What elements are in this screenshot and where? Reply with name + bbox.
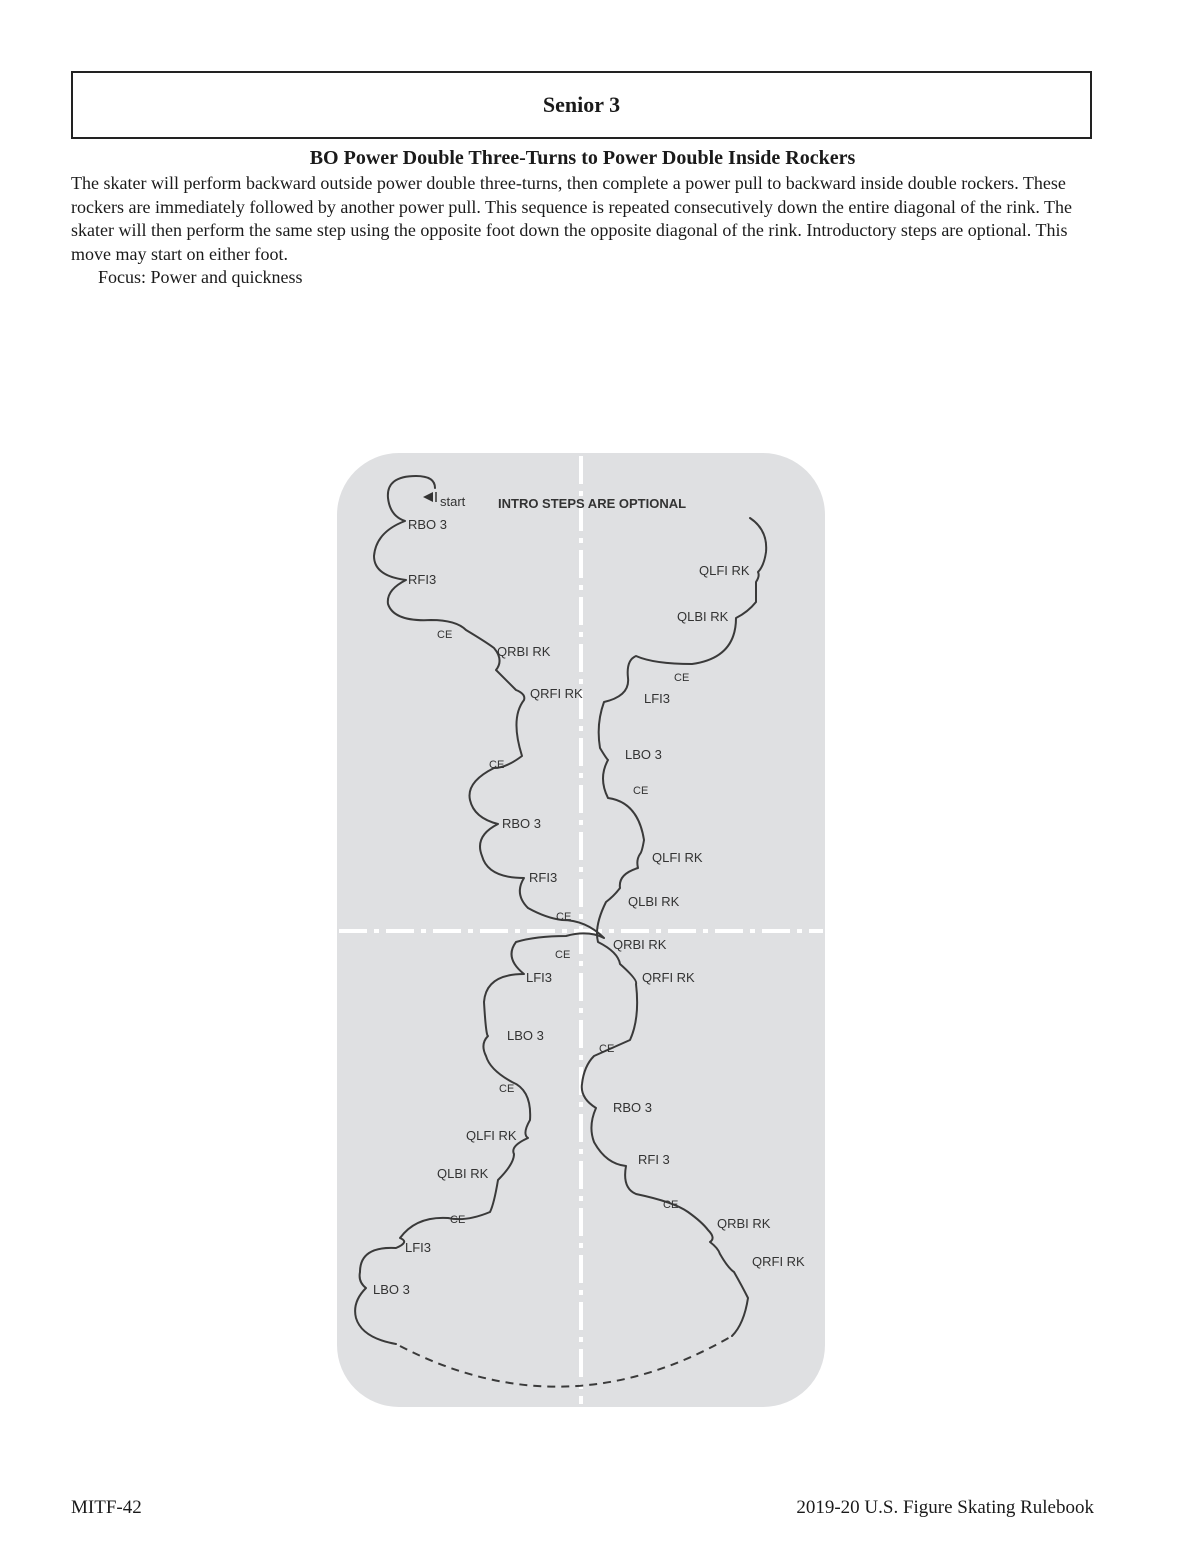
step-label-qlfirk-a: QLFI RK [699,563,750,578]
step-label-rfi3-c: RFI 3 [638,1152,670,1167]
start-label: start [440,494,466,509]
step-label-qlfirk-c: QLFI RK [466,1128,517,1143]
footer-page-number: MITF-42 [71,1497,142,1518]
step-label-ce-1: CE [437,629,453,641]
step-label-lfi3-a: LFI3 [644,691,671,706]
step-label-ce-3: CE [556,911,572,923]
step-label-qrbirk-c: QRBI RK [717,1216,771,1231]
step-label-rfi3-a: RFI3 [408,572,437,587]
move-heading: BO Power Double Three-Turns to Power Double Inside Rockers [309,147,856,169]
step-label-ce-6: CE [555,949,571,961]
step-label-qrfirk-a: QRFI RK [530,686,583,701]
intro-steps-label: INTRO STEPS ARE OPTIONAL [498,496,687,511]
step-label-qlbirk-b: QLBI RK [628,894,680,909]
step-label-rfi3-b: RFI3 [529,870,558,885]
step-label-qlfirk-b: QLFI RK [652,850,703,865]
step-label-ce-7: CE [499,1083,515,1095]
step-label-qrfirk-b: QRFI RK [642,970,695,985]
step-label-ce-9: CE [599,1043,615,1055]
step-label-lfi3-b: LFI3 [526,970,553,985]
step-label-ce-2: CE [489,759,505,771]
title-box [71,71,1092,139]
rink-diagram [336,452,826,1408]
move-focus: Focus: Power and quickness [98,267,303,287]
step-label-lfi3-c: LFI3 [405,1240,432,1255]
step-label-qlbirk-a: QLBI RK [677,609,729,624]
step-label-lbo3-a: LBO 3 [625,747,662,762]
step-label-rbo3-b: RBO 3 [502,816,542,831]
step-label-qrbirk-a: QRBI RK [497,644,551,659]
page-title: Senior 3 [542,92,621,117]
step-label-rbo3-a: RBO 3 [408,517,448,532]
step-label-lbo3-b: LBO 3 [507,1028,544,1043]
step-label-qrfirk-c: QRFI RK [752,1254,805,1269]
step-label-ce-4: CE [674,672,690,684]
step-label-ce-10: CE [663,1199,679,1211]
step-label-qrbirk-b: QRBI RK [613,937,667,952]
step-label-qlbirk-c: QLBI RK [437,1166,489,1181]
footer-rulebook-title: 2019-20 U.S. Figure Skating Rulebook [796,1497,1094,1518]
step-label-ce-8: CE [450,1214,466,1226]
step-label-rbo3-c: RBO 3 [613,1100,653,1115]
step-label-ce-5: CE [633,785,649,797]
step-label-lbo3-c: LBO 3 [373,1282,410,1297]
move-description: The skater will perform backward outside power double three-turns, then complete a power pull to backward inside double rockers. These rockers are immediately followed by another power pull. This sequence is repeated consecutively down the entire diagonal of the rink. The skater will then perform the same step using the opposite foot down the opposite diagonal of the rink. Introductory steps are optional. This move may start on either foot. [71,173,1073,264]
